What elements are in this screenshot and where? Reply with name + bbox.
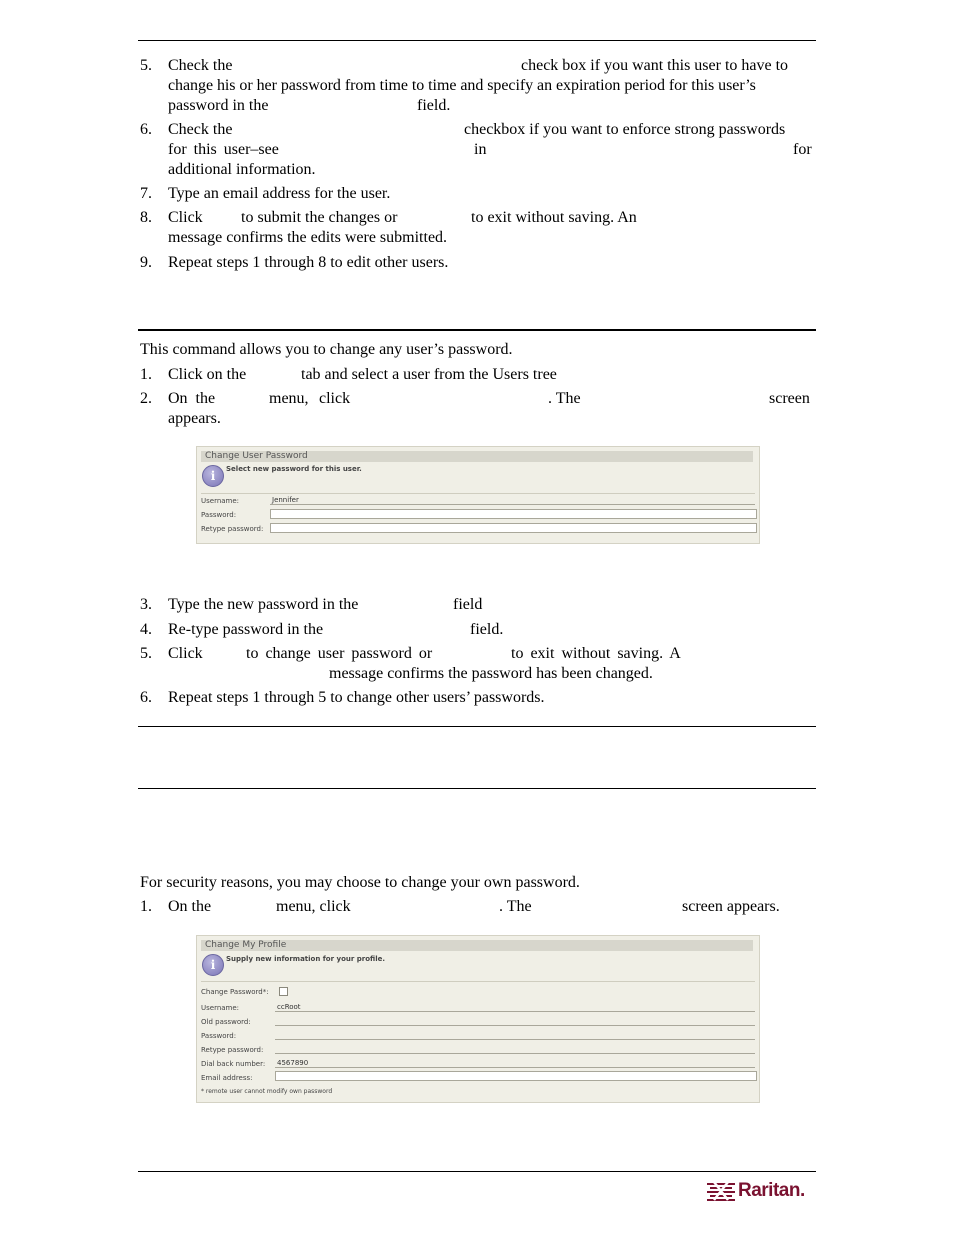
change-user-password-dialog (196, 446, 760, 544)
step-text: tab and select a user from the Users tree (301, 366, 557, 383)
step-text: screen appears. (682, 898, 780, 915)
step-text: appears. (168, 410, 221, 427)
step-number: 1. (140, 366, 152, 383)
username-field: Jennifer (270, 495, 755, 505)
step-text: Repeat steps 1 through 5 to change other users’ passwords. (168, 689, 545, 706)
dialog-separator (201, 981, 755, 982)
step-text: Re-type password in the (168, 621, 324, 638)
step-text: to change user password or (246, 645, 433, 662)
step-text: field (453, 596, 483, 613)
retype-password-input[interactable] (275, 1044, 755, 1054)
retype-password-label: Retype password: (201, 1046, 264, 1054)
section-intro: This command allows you to change any user’s password. (140, 341, 513, 358)
step-text: On the (168, 390, 216, 407)
dialog-title: Change User Password (201, 451, 753, 462)
password-label: Password: (201, 1032, 237, 1040)
step-text: Check the (168, 57, 233, 74)
old-password-label: Old password: (201, 1018, 251, 1026)
raritan-logo-mark-icon (706, 1181, 736, 1201)
raritan-logo-text: Raritan. (738, 1180, 805, 1201)
info-icon: i (202, 465, 224, 487)
step-text: . The (499, 898, 532, 915)
step-text: Click on the (168, 366, 247, 383)
step-text: field. (417, 97, 451, 114)
password-input[interactable] (270, 509, 757, 519)
step-number: 6. (140, 121, 152, 138)
section-rule (138, 788, 816, 789)
step-number: 7. (140, 185, 152, 202)
section-intro: For security reasons, you may choose to change your own password. (140, 874, 580, 891)
password-input[interactable] (275, 1030, 755, 1040)
info-icon: i (202, 954, 224, 976)
step-text: password in the (168, 97, 269, 114)
step-number: 9. (140, 254, 152, 271)
dialog-title: Change My Profile (201, 940, 753, 951)
dialog-footnote: * remote user cannot modify own password (201, 1088, 333, 1095)
footer-rule (138, 1171, 816, 1172)
email-address-input[interactable] (275, 1071, 757, 1081)
email-address-label: Email address: (201, 1074, 253, 1082)
step-text: message confirms the edits were submitted. (168, 229, 448, 246)
dial-back-number-input[interactable]: 4567890 (275, 1058, 755, 1068)
step-number: 2. (140, 390, 152, 407)
step-text: Repeat steps 1 through 8 to edit other users. (168, 254, 449, 271)
step-number: 5. (140, 645, 152, 662)
retype-password-label: Retype password: (201, 525, 264, 533)
section-rule (138, 726, 816, 727)
step-text: . The (548, 390, 581, 407)
step-text: Type an email address for the user. (168, 185, 391, 202)
step-text: to exit without saving. A (511, 645, 681, 662)
step-text: in (474, 141, 487, 158)
step-text: menu, (269, 390, 309, 407)
step-text: Click (168, 645, 203, 662)
change-password-checkbox[interactable] (279, 987, 288, 996)
step-number: 8. (140, 209, 152, 226)
step-text: click (319, 390, 351, 407)
retype-password-input[interactable] (270, 523, 757, 533)
step-text: menu, click (276, 898, 351, 915)
username-label: Username: (201, 1004, 240, 1012)
top-rule (138, 40, 816, 41)
change-my-profile-dialog (196, 935, 760, 1103)
dialog-separator (201, 493, 755, 494)
dial-back-number-label: Dial back number: (201, 1060, 266, 1068)
step-text: change his or her password from time to time and specify an expiration period for this user’s (168, 77, 756, 94)
username-field: ccRoot (275, 1002, 755, 1012)
dialog-instruction: Select new password for this user. (226, 465, 362, 473)
step-text: to exit without saving. An (471, 209, 637, 226)
step-text: field. (470, 621, 504, 638)
step-text: Check the (168, 121, 233, 138)
step-text: for (793, 141, 812, 158)
step-text: checkbox if you want to enforce strong passwords (464, 121, 786, 138)
step-number: 3. (140, 596, 152, 613)
username-label: Username: (201, 497, 240, 505)
step-text: On the (168, 898, 212, 915)
old-password-input[interactable] (275, 1016, 755, 1026)
step-text: additional information. (168, 161, 316, 178)
step-number: 4. (140, 621, 152, 638)
step-text: screen (769, 390, 810, 407)
step-text: message confirms the password has been changed. (329, 665, 653, 682)
step-text: for this user–see (168, 141, 279, 158)
step-number: 1. (140, 898, 152, 915)
step-number: 6. (140, 689, 152, 706)
step-text: Type the new password in the (168, 596, 359, 613)
change-password-label: Change Password*: (201, 988, 269, 996)
dialog-instruction: Supply new information for your profile. (226, 955, 386, 963)
step-text: to submit the changes or (241, 209, 398, 226)
step-text: check box if you want this user to have to (521, 57, 789, 74)
section-rule (138, 329, 816, 331)
step-number: 5. (140, 57, 152, 74)
password-label: Password: (201, 511, 237, 519)
step-text: Click (168, 209, 203, 226)
